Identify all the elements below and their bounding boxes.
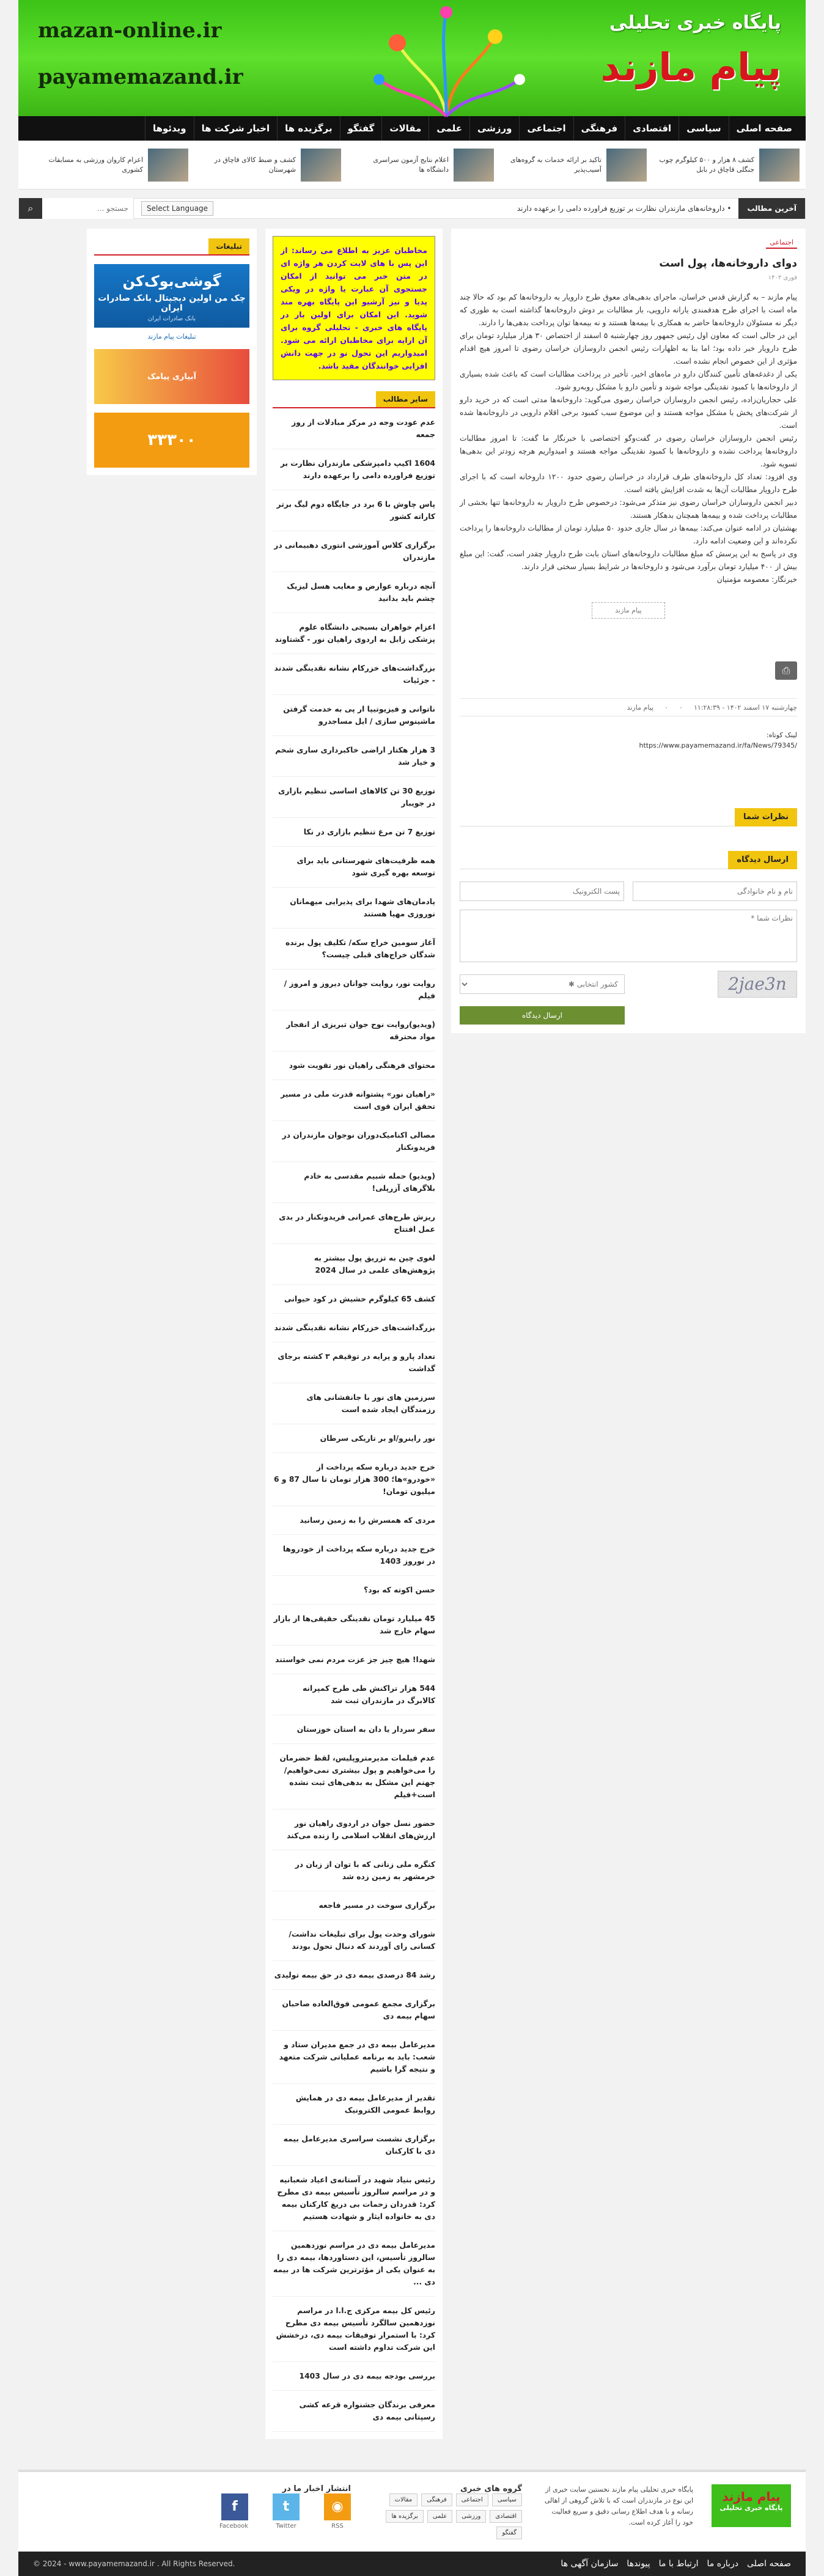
related-item[interactable]: (ویدیو)روایت نوح جوان تبریزی از انفجار مواد محترقه: [273, 1010, 435, 1051]
print-icon[interactable]: ⎙: [775, 661, 797, 680]
page: [18, 0, 806, 2576]
comment-textarea[interactable]: [460, 910, 797, 962]
article-byline: فوری ۱۴۰۳: [768, 274, 797, 281]
short-link-label: لینک کوتاه:: [766, 731, 797, 739]
visit-count: ۰: [664, 703, 669, 712]
related-item[interactable]: برگزاری نشست سراسری مدیرعامل بیمه دی با کارکنان: [273, 2125, 435, 2166]
footer-menu-item[interactable]: سازمان آگهی ها: [561, 2559, 619, 2569]
related-item[interactable]: کنگره ملی زنانی که با توان از زبان در خرمشهر به زمین زده شد: [273, 1850, 435, 1891]
related-item[interactable]: خرج جدید درباره سکه پرداخت از «خودرو»ها؛ 300 هزار تومان تا سال 87 و 6 میلیون تومان!: [273, 1453, 435, 1506]
name-field[interactable]: [633, 881, 797, 901]
article-paragraph: وی افزود: تعداد کل داروخانه‌های طرف قرارداد در خراسان رضوی حدود ۱۲۰۰ داروخانه است که با اجرای طرح دارویار مطالبات آن‌ها به شدت افزایش یافته است.: [460, 473, 797, 494]
site-notice: مخاطبان عزیز به اطلاع می رساند: از این پس با های لایت کردن هر واژه ای در متن خبر می توانید از امکان جستجوی آن عبارت یا واژه در ویکی پدیا و نیز آرشیو این پایگاه بهره مند شوید. این امکان برای اولین بار در پایگاه های خبری - تحلیلی گروه برای آن ارایه برای مخاطبان ارائه می شود. امیدواریم این تحول نو در جهت دانش افزایی خوانندگان مفید باشد.: [273, 236, 435, 380]
ticker-text[interactable]: • داروخانه‌های مازندران نظارت بر توزیع فراورده دامی را برعهده دارند: [517, 204, 732, 213]
related-item[interactable]: مدیرعامل بیمه دی در مراسم نوزدهمین سالروز تأسیس، این دستاوردها، بیمه دی را به عنوان یکی از مؤثرترین شرکت ها در بیمه دی ...: [273, 2231, 435, 2297]
article-body: [460, 291, 797, 586]
footer-tag[interactable]: فرهنگی: [421, 2493, 452, 2506]
article-paragraph: بهشتیان در ادامه عنوان می‌کند: بیمه‌ها در سال جاری حدود ۵۰ میلیارد تومان از مطالبات داروخانه‌ها را پرداخت نکرده‌اند و این وضعیت ادامه دارد.: [459, 524, 797, 545]
nav-item[interactable]: سیاسی: [679, 116, 728, 141]
main-nav: [18, 116, 806, 141]
related-item[interactable]: ریزش طرح‌های عمرانی فریدونکنار در بدی عمل افتتاح: [273, 1203, 435, 1244]
article-paragraph: یکی از دغدغه‌های تأمین کنندگان دارو در ماه‌های اخیر، تأخیر در پرداخت مطالبات است که باعث شده بسیاری از داروخانه‌ها با کمبود نقدینگی مواجه شوند و تأمین دارو با مشکل روبه‌رو شود.: [460, 370, 797, 391]
search-icon[interactable]: ⌕: [19, 198, 42, 219]
site-header: [18, 0, 806, 116]
ads-header: [94, 236, 249, 256]
related-item[interactable]: بزرگداشت‌های خزرکام نشانه نقدینگی شدند: [273, 1314, 435, 1342]
article-date: چهارشنبه ۱۷ اسفند ۱۴۰۲ - ۱۱:۲۸:۳۹: [693, 703, 797, 712]
article-paragraph: وی در پاسخ به این پرسش که مبلغ مطالبات داروخانه‌های استان بابت طرح دارویار چقدر است، گفت: این مبلغ بیش از ۴۰۰ میلیارد تومان برآورد می‌شود و داروخانه‌ها در شرایط بسیار سختی قرار دارند.: [460, 550, 797, 571]
ad-text: چک من اولین دیجیتال بانک صادرات ایران: [98, 293, 246, 313]
related-item[interactable]: خرج جدید درباره سکه پرداخت از خودروها در نوروز 1403: [273, 1535, 435, 1576]
footer-tags: [369, 2493, 522, 2539]
short-link[interactable]: https://www.payamemazand.ir/fa/News/79345/: [639, 742, 797, 749]
related-item[interactable]: ناتوانی و فیزیوتیپا ار پی به خدمت گرفتن ماشینوس سازی / ایل مساجدرو: [273, 695, 435, 736]
ticker-label: آخرین مطالب: [738, 198, 805, 219]
article-paragraph: دبیر انجمن داروسازان خراسان رضوی نیز متذکر می‌شود: درخصوص طرح دارویار به داروخانه‌ها تنها بخشی از مطالبات پرداخت شده و بیمه‌ها همچنان بدهکار هستند.: [460, 498, 797, 520]
footer-tag[interactable]: اجتماعی: [456, 2493, 488, 2506]
article-paragraph: رئیس انجمن داروسازان خراسان رضوی در گفت‌وگو اختصاصی با خبرنگار ما گفت: تا امروز مطالبات داروخانه‌ها پرداخت نشده و داروخانه‌ها با کمبود نقدینگی مواجه هستند و امیدواریم هرچه زودتر این بدهی‌ها تسویه شود.: [460, 434, 797, 468]
related-item[interactable]: برگزاری سوخت در مسیر فاجعه: [273, 1891, 435, 1920]
comments-header: [460, 808, 797, 826]
related-item[interactable]: محتوای فرهنگی راهیان نور تقویت شود: [273, 1051, 435, 1080]
footer-tag[interactable]: گفتگو: [496, 2526, 522, 2539]
footer-bar: [18, 2552, 806, 2576]
related-item[interactable]: «راهیان نور» پشتوانه قدرت ملی در مسیر تحقق ایران قوی است: [273, 1080, 435, 1121]
related-item[interactable]: مصالی اکنامیک‌دوران نوجوان مازندران در فریدونکنار: [273, 1121, 435, 1162]
related-item[interactable]: حسن اکوته که بود؟: [273, 1576, 435, 1605]
related-item[interactable]: شورای وحدت پول برای تبلیغات نداشت/ کسانی رای آوردند که دنبال تحول بودند: [273, 1920, 435, 1961]
ad-headline: گوشی‌بوک‌کن: [122, 273, 221, 290]
site-domain-bottom: payamemazand.ir: [38, 65, 243, 89]
ads-title: تبلیغات: [208, 238, 249, 254]
flower-decoration-icon: [348, 0, 544, 116]
comment-form: [460, 881, 797, 1025]
submit-comment-button[interactable]: ارسال دیدگاه: [460, 1006, 625, 1025]
nav-item[interactable]: فرهنگی: [573, 116, 625, 141]
send-comment-header: [460, 851, 797, 869]
footer-logo[interactable]: [712, 2484, 791, 2527]
featured-item[interactable]: [655, 149, 800, 182]
comments-title: نظرات شما: [735, 808, 797, 826]
twitter-link[interactable]: [273, 2493, 300, 2530]
featured-thumb: [606, 149, 647, 182]
ad-sms[interactable]: [94, 349, 249, 404]
copyright: © 2024 - www.payamemazand.ir . All Rights Reserved.: [33, 2559, 235, 2568]
rss-label: RSS: [331, 2523, 344, 2530]
nav-item[interactable]: ویدئوها: [145, 116, 194, 141]
content-columns: [18, 229, 806, 2439]
related-item[interactable]: سرزمین های نور با جانفشانی های رزمندگان ایجاد شده است: [273, 1383, 435, 1424]
facebook-icon: f: [221, 2493, 248, 2520]
related-item[interactable]: برگزاری مجمع عمومی فوق‌العاده صاحبان سهام بیمه دی: [273, 1990, 435, 2031]
related-item[interactable]: توزیع 7 تن مرغ تنظیم بازاری در نکا: [273, 818, 435, 847]
nav-item[interactable]: علمی: [429, 116, 469, 141]
ads-link[interactable]: تبلیغات پیام مازند: [147, 333, 196, 340]
featured-thumb: [454, 149, 494, 182]
article-paragraph: علی حجاریان‌زاده، رئیس انجمن داروسازان خراسان رضوی می‌گوید: داروخانه‌ها مدتی است که در خرید دارو از شرکت‌های پخش با مشکل مواجه هستند و این موضوع سبب کمبود برخی اقلام دارویی در داروخانه‌ها شده است.: [460, 396, 797, 430]
footer-logo-title: پیام مازند: [722, 2489, 781, 2504]
site-logo[interactable]: [601, 12, 781, 89]
nav-item[interactable]: گفتگو: [340, 116, 382, 141]
related-item[interactable]: 1604 اکیپ دامپزشکی مازندران نظارت بر توزیع فراورده دامی را برعهده دارند: [273, 449, 435, 490]
article-category[interactable]: اجتماعی: [766, 237, 797, 249]
related-item[interactable]: حضور نسل جوان در اردوی راهیان نور ارزش‌های انقلاب اسلامی را زنده می‌کند: [273, 1809, 435, 1850]
article-source: پیام مازند: [627, 703, 654, 712]
related-item[interactable]: آنچه درباره عوارض و معایب هسل لیزیک چشم باید بدانید: [273, 572, 435, 613]
related-item[interactable]: شهدا! هیچ چیز جز عزت مردم نمی خواستند: [273, 1646, 435, 1674]
related-column: [265, 229, 443, 2439]
language-select[interactable]: Select Language: [141, 201, 213, 216]
footer-tag[interactable]: ورزشی: [456, 2510, 486, 2523]
related-item[interactable]: تعداد پارو و پرایه در توقیفم ۳ کشته برجای گذاشت: [273, 1342, 435, 1383]
related-item[interactable]: تقدیر از مدیرعامل بیمه دی در همایش روابط عمومی الکترونیک: [273, 2084, 435, 2125]
related-item[interactable]: کشف 65 کیلوگرم حشیش در کود حیوانی: [273, 1285, 435, 1314]
site-domain-top: mazan-online.ir: [38, 18, 222, 43]
footer-tag[interactable]: برگزیده ها: [386, 2510, 423, 2523]
article-paragraph: خبرنگار: معصومه مؤمنیان: [716, 575, 797, 584]
rss-link[interactable]: [324, 2493, 351, 2530]
related-item[interactable]: عدم عودت وجه در مرکز مبادلات از روز جمعه: [273, 408, 435, 449]
footer-tag[interactable]: سیاسی: [492, 2493, 522, 2506]
nav-item[interactable]: اجتماعی: [519, 116, 573, 141]
related-item[interactable]: روایت نور، روایت جوانان دیروز و امروز / فیلم: [273, 970, 435, 1010]
footer-share: [219, 2484, 351, 2539]
article-paragraph: پیام مازند – به گزارش قدس خراسان، ماجرای بدهی‌های معوق طرح دارویار به داروخانه‌ها کم بود که حالا چند ماه است با اجرای طرح هدفمندی یارانه دارویی، بار مطالبات بر دوش داروخانه‌ها گذاشته است به طوری که دیگر نه مسئولان داروخانه‌ها حاضر به همکاری با بیمه‌ها هستند و نه بیمه‌ها توان پرداخت بدهی‌ها را دارند.: [460, 293, 797, 327]
email-field[interactable]: [460, 881, 624, 901]
ad-short-number[interactable]: [94, 413, 249, 468]
footer-share-title: انتشار اخبار ما در: [282, 2484, 351, 2493]
featured-item[interactable]: [44, 149, 188, 182]
featured-thumb: [148, 149, 188, 182]
featured-thumb: [759, 149, 800, 182]
featured-item[interactable]: [350, 149, 494, 182]
send-comment-title: ارسال دیدگاه: [728, 851, 797, 869]
footer-menu-item[interactable]: درباره ما: [707, 2559, 738, 2569]
related-item[interactable]: عدم فیلمات مدیرمتروپلیس، لقظ حضرمان را می‌خواهیم و پول بیشتری نمی‌خواهیم/ جهنم این مشکل به بدهی‌های ثبت نشده است+فیلم: [273, 1744, 435, 1809]
related-item[interactable]: برگزاری کلاس آموزشی انتوری دهبیمانی در مازندران: [273, 531, 435, 572]
related-item[interactable]: توزیع 30 تن کالاهای اساسی تنظیم بازاری در جویبار: [273, 777, 435, 818]
featured-item[interactable]: [502, 149, 647, 182]
search-input[interactable]: [42, 198, 134, 219]
featured-title: کشف ۸ هزار و ۵۰۰ کیلوگرم چوب جنگلی قاچاق در بابل: [659, 155, 754, 174]
featured-item[interactable]: [197, 149, 341, 182]
footer-groups: [369, 2484, 522, 2539]
logo-subtitle: پایگاه خبری تحلیلی: [609, 12, 781, 34]
featured-title: اعزام کاروان ورزشی به مسابقات کشوری: [48, 155, 143, 174]
ad-number: ۳۳۳۰۰: [147, 431, 196, 449]
related-title: سایر مطالب: [376, 391, 435, 407]
related-item[interactable]: پاس چاوش با 6 برد در جایگاه دوم لیگ برتر کاراته کشور: [273, 490, 435, 531]
related-item[interactable]: (ویدیو) حمله شبیم مقدسی به خادم بلاگرهای آزرپلی!: [273, 1162, 435, 1203]
featured-title: تاکید بر ارائه خدمات به گروه‌های آسیب‌پذیر: [510, 155, 601, 174]
related-header: [273, 389, 435, 408]
nav-item[interactable]: اخبار شرکت ها: [194, 116, 278, 141]
ad-sms-text: آبیاری پیامک: [147, 372, 196, 381]
footer-logo-subtitle: پایگاه خبری تحلیلی: [719, 2504, 783, 2512]
captcha-image: 2jae3n: [718, 971, 797, 998]
related-item[interactable]: بزرگداشت‌های خزرکام نشانه نقدینگی شدند - جزئیات: [273, 654, 435, 695]
related-item[interactable]: 45 میلیارد تومان نقدینگی حقیقی‌ها از بازار سهام خارج شد: [273, 1605, 435, 1646]
related-item[interactable]: 544 هزار تراکنش طی طرح کمپرانه کالابرگ در مازندران ثبت شد: [273, 1674, 435, 1715]
related-item[interactable]: مدیرعامل بیمه دی در جمع مدیران ستاد و شعب: باید به برنامه عملیاتی شرکت متعهد و نتیجه گرا باشیم: [273, 2031, 435, 2084]
facebook-label: Facebook: [219, 2523, 248, 2530]
nav-item[interactable]: صفحه اصلی: [729, 116, 800, 141]
featured-strip: [18, 141, 806, 190]
footer-tag[interactable]: اقتصادی: [490, 2510, 522, 2523]
featured-thumb: [301, 149, 341, 182]
ads-column: [87, 229, 257, 475]
twitter-icon: t: [273, 2493, 300, 2520]
related-list: [273, 408, 435, 2432]
related-item[interactable]: رشد 84 درصدی بیمه دی در حق بیمه تولیدی: [273, 1961, 435, 1990]
news-ticker: [18, 198, 806, 219]
country-select[interactable]: [460, 974, 625, 994]
related-item[interactable]: نور راینرو/او بر تاریکی سرطان: [273, 1424, 435, 1453]
related-item[interactable]: همه ظرفیت‌های شهرستانی باید برای توسعه بهره گیری شود: [273, 847, 435, 888]
related-item[interactable]: اعزام خواهران بسیجی دانشگاه علوم پزشکی زابل به اردوی راهیان نور - گشتاوند: [273, 613, 435, 654]
rss-icon: ◉: [324, 2493, 351, 2520]
related-item[interactable]: سفر سردار یا دان به استان خوزستان: [273, 1715, 435, 1744]
related-item[interactable]: مردی که همسرش را به زمین رسانید: [273, 1506, 435, 1535]
related-item[interactable]: 3 هزار هکتار اراضی خاکبرداری ساری شخم و خیار شد: [273, 736, 435, 777]
related-item[interactable]: بررسی بودجه بیمه دی در سال 1403: [273, 2362, 435, 2391]
nav-item[interactable]: ورزشی: [469, 116, 520, 141]
related-item[interactable]: رئیس کل بیمه مرکزی ج.ا.ا در مراسم نوزدهمین سالگرد تأسیس بیمه دی مطرح کرد: با استمرار توفیقات بیمه دی، درخشش این شرکت تداوم داشته است: [273, 2297, 435, 2362]
nav-item[interactable]: مقالات: [381, 116, 429, 141]
search-box: [19, 198, 134, 219]
article-meta: [460, 698, 797, 716]
footer-menu-item[interactable]: ارتباط با ما: [658, 2559, 699, 2569]
footer: [18, 2470, 806, 2552]
nav-item[interactable]: اقتصادی: [625, 116, 679, 141]
nav-item[interactable]: برگزیده ها: [277, 116, 339, 141]
article-paragraph: این در حالی است که معاون اول رئیس جمهور روز چهارشنبه ۵ اسفند از اختصاص ۳۰ هزار میلیارد تومان برای طرح دارویار خبر داده بود؛ اما بنا به اظهارات رئیس انجمن داروسازان خراسان رضوی تا امروز هیچ اقدام مؤثری از این خصوص انجام نشده است.: [460, 331, 797, 366]
footer-tag[interactable]: مقالات: [389, 2493, 418, 2506]
logo-title: پیام مازند: [600, 45, 781, 89]
related-item[interactable]: آغاز سومین خراج سکه/ تکلیف پول برنده شدگان خراج‌های قبلی چیست؟: [273, 929, 435, 970]
article-image: پیام مازند: [592, 602, 665, 619]
article: [451, 229, 806, 1033]
footer-menu: [561, 2559, 791, 2569]
footer-groups-title: گروه های خبری: [460, 2484, 522, 2493]
featured-title: کشف و ضبط کالای قاچاق در شهرستان: [214, 155, 296, 174]
footer-menu-item[interactable]: پیوندها: [627, 2559, 650, 2569]
comments-count: ۰: [679, 703, 683, 712]
ad-bank[interactable]: [94, 264, 249, 328]
related-item[interactable]: رئیس بنیاد شهید در آستانه‌ی اعیاد شعبانیه و در مراسم سالروز تأسیس بیمه دی مطرح کرد: قدردان زحمات بی دریغ کارکنان بیمه دی به خانواده ایثار و شهادت هستیم: [273, 2166, 435, 2231]
facebook-link[interactable]: [219, 2493, 248, 2530]
twitter-label: Twitter: [276, 2523, 296, 2530]
footer-about: پایگاه خبری تحلیلی پیام مازند نخستین سایت خبری از این نوع در مازندران است که با تلاش گروهی از اهالی رسانه و با هدف اطلاع رسانی دقیق و سریع فعالیت خود را آغاز کرده است.: [544, 2486, 693, 2526]
related-item[interactable]: معرفی برندگان جشنواره قرعه کشی رسپتانی بیمه دی: [273, 2391, 435, 2432]
footer-menu-item[interactable]: صفحه اصلی: [746, 2559, 791, 2569]
related-item[interactable]: یادمان‌های شهدا برای پذیرایی میهمانان نوروزی مهیا هستند: [273, 888, 435, 929]
featured-title: اعلام نتایج آزمون سراسری دانشگاه ها: [373, 155, 449, 174]
related-item[interactable]: لغوی چین به تزریق پول بیشتر به پژوهش‌های علمی در سال 2024: [273, 1244, 435, 1285]
footer-tag[interactable]: علمی: [427, 2510, 452, 2523]
ad-brand: بانک صادرات ایران: [147, 315, 196, 322]
article-title: دوای داروخانه‌ها، پول است: [659, 257, 797, 270]
